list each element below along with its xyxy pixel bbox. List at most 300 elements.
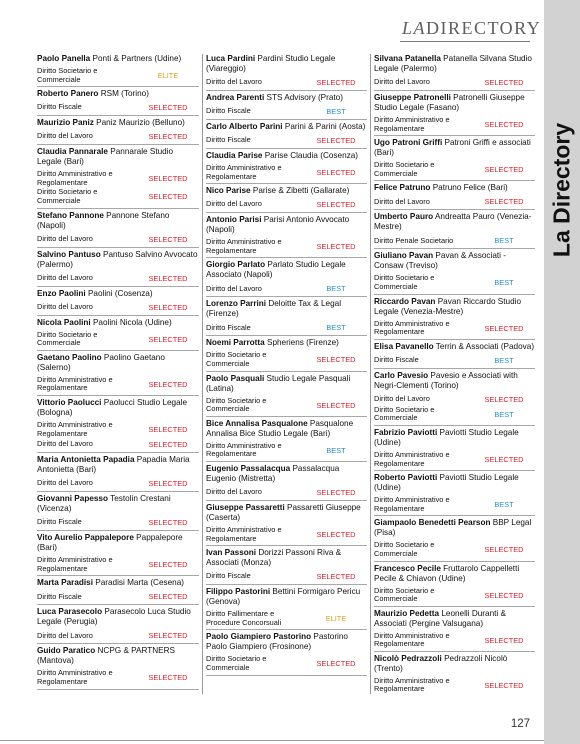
practice-area: Diritto Societario e Commerciale xyxy=(374,273,435,291)
entry-heading xyxy=(374,473,535,493)
practice-row xyxy=(374,406,535,423)
lawyer-name: Paolo Panella xyxy=(37,54,91,63)
directory-entry xyxy=(206,54,367,91)
directory-entry xyxy=(206,260,367,297)
directory-entry xyxy=(374,251,535,294)
practice-row xyxy=(206,77,367,88)
directory-entry xyxy=(37,455,199,492)
firm-name: Pannarale Studio Legale (Bari) xyxy=(37,147,174,167)
firm-name: Pasqualone Annalisa Bice Studio Legale (Bari) xyxy=(206,418,354,438)
practice-row xyxy=(206,526,367,543)
lawyer-name: Salvino Pantuso xyxy=(37,249,101,259)
directory-entry xyxy=(374,564,535,607)
firm-name: BBP Legal (Pisa) xyxy=(374,518,532,538)
practice-row xyxy=(374,587,535,604)
directory-entry xyxy=(37,318,199,351)
entry-heading xyxy=(37,118,199,128)
practice-area: Diritto Amministrativo e Regolamentare xyxy=(37,419,113,438)
practice-row xyxy=(206,397,367,414)
entry-heading xyxy=(374,138,535,158)
practice-row xyxy=(206,106,367,117)
lawyer-name: Ivan Passoni xyxy=(206,548,257,558)
directory-entry xyxy=(37,607,199,644)
practice-area: Diritto Amministrativo e Regolamentare xyxy=(374,495,450,513)
practice-area: Diritto Societario e Commerciale xyxy=(374,540,435,558)
practice-row xyxy=(206,571,367,582)
lawyer-name: Paolo Giampiero Pastorino xyxy=(206,632,312,642)
firm-name: Patruno Felice (Bari) xyxy=(430,183,508,193)
lawyer-name: Riccardo Pavan xyxy=(374,296,436,306)
ranking-badge: SELECTED xyxy=(484,78,524,87)
ranking-badge: SELECTED xyxy=(148,518,188,528)
ranking-badge: BEST xyxy=(494,409,514,419)
practice-area: Diritto Fiscale xyxy=(206,135,251,145)
directory-entry xyxy=(37,147,199,208)
ranking-badge: SELECTED xyxy=(148,334,188,344)
directory-entry xyxy=(206,632,367,675)
directory-entry xyxy=(37,353,199,396)
ranking-badge: SELECTED xyxy=(316,242,356,252)
ranking-badge: SELECTED xyxy=(484,120,524,130)
firm-name: Pavesio e Associati with Negri-Clementi (Torino) xyxy=(374,370,518,390)
directory-entry xyxy=(374,183,535,210)
entry-heading xyxy=(206,260,367,280)
lawyer-name: Carlo Alberto Parini xyxy=(206,122,283,131)
practice-row xyxy=(37,556,199,573)
ranking-badge: SELECTED xyxy=(484,455,524,465)
firm-name: Paolini (Cosenza) xyxy=(85,288,153,298)
entry-heading xyxy=(374,371,535,391)
lawyer-name: Maria Antonietta Papadia xyxy=(37,455,135,465)
firm-name: Parise & Zibetti (Gallarate) xyxy=(250,186,350,196)
directory-entry xyxy=(374,473,535,516)
practice-area: Diritto Fiscale xyxy=(37,591,82,601)
practice-area: Diritto Penale Societario xyxy=(374,235,454,245)
lawyer-name: Marta Paradisi xyxy=(37,578,93,588)
firm-name: Leonelli Duranti & Associati (Pergine Valsugana) xyxy=(374,608,506,628)
practice-area: Diritto del Lavoro xyxy=(206,77,262,87)
practice-area: Diritto Amministrativo e Regolamentare xyxy=(37,169,113,187)
practice-row xyxy=(374,116,535,133)
practice-area: Diritto Amministrativo e Regolamentare xyxy=(374,675,450,694)
practice-area: Diritto del Lavoro xyxy=(37,630,93,640)
section-side-tab-label: La Directory xyxy=(548,122,575,258)
directory-entry xyxy=(37,646,199,689)
lawyer-name: Stefano Pannone xyxy=(37,210,104,220)
lawyer-name: Claudia Parise xyxy=(206,151,263,160)
practice-row xyxy=(37,517,199,528)
practice-area: Diritto del Lavoro xyxy=(374,196,430,206)
directory-column-3 xyxy=(370,54,538,694)
practice-row xyxy=(206,655,367,672)
firm-name: Andreatta Pauro (Venezia-Mestre) xyxy=(374,212,532,232)
firm-name: Fruttarolo Cappelletti Pecile & Chiavon (Udine) xyxy=(374,563,520,583)
firm-name: Paradisi Marta (Cesena) xyxy=(92,578,184,588)
practice-area: Diritto Amministrativo e Regolamentare xyxy=(37,668,113,686)
directory-entry xyxy=(37,211,199,248)
practice-area: Diritto Societario e Commerciale xyxy=(37,66,98,84)
ranking-badge: SELECTED xyxy=(148,673,188,683)
lawyer-name: Francesco Pecile xyxy=(374,563,441,573)
firm-name: Parlato Studio Legale Associato (Napoli) xyxy=(206,260,346,280)
directory-entry xyxy=(374,371,535,426)
practice-area: Diritto Amministrativo e Regolamentare xyxy=(206,440,282,459)
firm-name: Paolini Nicola (Udine) xyxy=(90,317,172,327)
directory-entry xyxy=(206,587,367,630)
ranking-badge: SELECTED xyxy=(148,379,188,389)
practice-row xyxy=(37,591,199,602)
entry-heading xyxy=(37,54,199,64)
ranking-badge: SELECTED xyxy=(484,590,524,600)
practice-row xyxy=(206,487,367,498)
entry-heading xyxy=(37,398,199,418)
entry-heading xyxy=(206,215,367,235)
directory-columns xyxy=(34,54,538,694)
practice-row xyxy=(37,478,199,489)
practice-row xyxy=(374,274,535,291)
entry-heading xyxy=(37,147,199,167)
practice-area: Diritto del Lavoro xyxy=(37,233,93,243)
firm-name: Studio Legale Pasquali (Latina) xyxy=(206,373,351,393)
entry-heading xyxy=(206,632,367,652)
practice-row xyxy=(374,451,535,468)
lawyer-name: Ugo Patroni Griffi xyxy=(374,138,443,148)
practice-area: Diritto Amministrativo e Regolamentare xyxy=(374,630,450,649)
practice-area: Diritto Amministrativo e Regolamentare xyxy=(374,449,450,468)
lawyer-name: Giuseppe Patronelli xyxy=(374,93,451,102)
directory-entry xyxy=(374,609,535,652)
entry-heading xyxy=(37,578,199,588)
ranking-badge: SELECTED xyxy=(316,659,356,669)
ranking-badge: SELECTED xyxy=(148,479,188,489)
directory-entry xyxy=(37,533,199,576)
ranking-badge: ELITE xyxy=(157,71,179,81)
ranking-badge: SELECTED xyxy=(316,355,356,365)
ranking-badge: SELECTED xyxy=(148,273,188,283)
firm-name: Pavan & Associati - Consaw (Treviso) xyxy=(374,251,506,271)
directory-entry xyxy=(206,338,367,371)
entry-heading xyxy=(37,250,199,270)
section-side-tab xyxy=(544,0,580,744)
ranking-badge: SELECTED xyxy=(148,103,188,113)
lawyer-name: Eugenio Passalacqua xyxy=(206,463,291,473)
ranking-badge: SELECTED xyxy=(484,680,524,690)
lawyer-name: Paolo Pasquali xyxy=(206,373,265,383)
firm-name: Pannone Stefano (Napoli) xyxy=(37,210,170,230)
practice-area: Diritto Fiscale xyxy=(206,322,251,332)
practice-row xyxy=(374,320,535,337)
entry-heading xyxy=(374,654,535,674)
masthead xyxy=(400,14,542,40)
masthead-prefix: LA xyxy=(402,18,427,38)
lawyer-name: Antonio Parisi xyxy=(206,215,262,225)
lawyer-name: Maurizio Paniz xyxy=(37,118,94,128)
entry-heading xyxy=(206,299,367,319)
lawyer-name: Giuseppe Passaretti xyxy=(206,502,285,512)
practice-row xyxy=(206,199,367,210)
practice-area: Diritto Societario e Commerciale xyxy=(37,187,98,205)
lawyer-name: Roberto Paviotti xyxy=(374,473,438,483)
ranking-badge: SELECTED xyxy=(148,592,188,602)
practice-area: Diritto Fallimentare e Procedure Concorsuali xyxy=(206,609,282,627)
entry-heading xyxy=(374,93,535,113)
practice-area: Diritto Societario e Commerciale xyxy=(206,350,267,368)
lawyer-name: Vittorio Paolucci xyxy=(37,397,102,407)
entry-heading xyxy=(206,548,367,568)
lawyer-name: Giuliano Pavan xyxy=(374,251,434,261)
entry-heading xyxy=(37,646,199,666)
ranking-badge: BEST xyxy=(326,445,346,455)
lawyer-name: Fabrizio Paviotti xyxy=(374,427,438,437)
ranking-badge: SELECTED xyxy=(148,631,188,641)
firm-name: Parasecolo Luca Studio Legale (Perugia) xyxy=(37,607,191,627)
entry-heading xyxy=(206,503,367,523)
ranking-badge: BEST xyxy=(494,500,514,510)
ranking-badge: SELECTED xyxy=(316,572,356,582)
lawyer-name: Noemi Parrotta xyxy=(206,338,265,348)
ranking-badge: SELECTED xyxy=(148,174,188,184)
firm-name: Patanella Silvana Studio Legale (Palermo) xyxy=(374,54,532,73)
directory-entry xyxy=(206,151,367,184)
entry-heading xyxy=(374,342,535,352)
firm-name: Spheriens (Firenze) xyxy=(264,338,339,348)
directory-entry xyxy=(206,548,367,585)
firm-name: Bettini Formigaro Pericu (Genova) xyxy=(206,587,361,607)
entry-heading xyxy=(374,54,535,74)
practice-row xyxy=(374,235,535,246)
practice-area: Diritto Fiscale xyxy=(206,106,251,116)
lawyer-name: Nicolò Pedrazzoli xyxy=(374,653,442,663)
directory-entry xyxy=(374,93,535,136)
entry-heading xyxy=(206,587,367,607)
entry-heading xyxy=(374,518,535,538)
entry-heading xyxy=(374,297,535,317)
practice-row xyxy=(206,238,367,255)
practice-area: Diritto Fiscale xyxy=(206,571,251,581)
lawyer-name: Silvana Patanella xyxy=(374,54,441,63)
lawyer-name: Gaetano Paolino xyxy=(37,352,102,362)
lawyer-name: Giorgio Parlato xyxy=(206,260,266,270)
firm-name: Terrin & Associati (Padova) xyxy=(433,341,535,351)
firm-name: Testolin Crestani (Vicenza) xyxy=(37,494,171,514)
ranking-badge: SELECTED xyxy=(148,302,188,312)
firm-name: Dorizzi Passoni Riva & Associati (Monza) xyxy=(206,548,342,568)
ranking-badge: SELECTED xyxy=(484,165,524,175)
firm-name: Ponti & Partners (Udine) xyxy=(90,54,182,63)
practice-row xyxy=(206,283,367,294)
entry-heading xyxy=(206,464,367,484)
entry-heading xyxy=(37,455,199,475)
lawyer-name: Vito Aurelio Pappalepore xyxy=(37,533,134,543)
entry-heading xyxy=(374,428,535,448)
lawyer-name: Nico Parise xyxy=(206,186,251,196)
directory-entry xyxy=(37,250,199,287)
practice-row xyxy=(37,170,199,187)
entry-heading xyxy=(374,564,535,584)
entry-heading xyxy=(374,212,535,232)
masthead-rule xyxy=(400,41,530,42)
practice-area: Diritto Amministrativo e Regolamentare xyxy=(206,524,282,543)
practice-area: Diritto Amministrativo e Regolamentare xyxy=(374,115,450,133)
ranking-badge: SELECTED xyxy=(148,440,188,450)
directory-entry xyxy=(374,138,535,181)
firm-name: Papadia Maria Antonietta (Bari) xyxy=(37,455,190,475)
directory-entry xyxy=(206,215,367,258)
directory-entry xyxy=(206,464,367,501)
firm-name: Parisi Antonio Avvocato (Napoli) xyxy=(206,215,350,235)
ranking-badge: SELECTED xyxy=(148,425,188,435)
firm-name: Patroni Griffi e associati (Bari) xyxy=(374,138,531,158)
directory-entry xyxy=(374,212,535,249)
practice-area: Diritto del Lavoro xyxy=(37,439,93,449)
practice-row xyxy=(374,355,535,366)
practice-row xyxy=(374,77,535,88)
practice-row xyxy=(37,188,199,205)
directory-entry xyxy=(37,54,199,87)
firm-name: Passaretti Giuseppe (Caserta) xyxy=(206,502,361,522)
directory-entry xyxy=(37,494,199,531)
practice-area: Diritto del Lavoro xyxy=(374,393,430,403)
directory-entry xyxy=(206,186,367,213)
practice-row xyxy=(206,610,367,627)
firm-name: Pavan Riccardo Studio Legale (Venezia-Mestre) xyxy=(374,296,521,316)
page-number: 127 xyxy=(510,718,530,730)
directory-entry xyxy=(206,503,367,546)
entry-heading xyxy=(206,122,367,132)
ranking-badge: SELECTED xyxy=(316,487,356,497)
ranking-badge: SELECTED xyxy=(316,78,356,87)
entry-heading xyxy=(37,89,199,99)
firm-name: Paolino Gaetano (Salerno) xyxy=(37,352,165,372)
entry-heading xyxy=(206,374,367,394)
lawyer-name: Felice Patruno xyxy=(374,183,431,193)
practice-row xyxy=(206,164,367,181)
practice-area: Diritto Societario e Commerciale xyxy=(206,654,267,672)
lawyer-name: Luca Pardini xyxy=(206,54,256,63)
ranking-badge: SELECTED xyxy=(484,545,524,555)
ranking-badge: SELECTED xyxy=(316,136,356,145)
practice-row xyxy=(37,67,199,84)
directory-entry xyxy=(37,578,199,605)
ranking-badge: SELECTED xyxy=(148,132,188,142)
firm-name: RSM (Torino) xyxy=(98,89,149,99)
practice-area: Diritto del Lavoro xyxy=(37,272,93,282)
ranking-badge: SELECTED xyxy=(148,192,188,202)
ranking-badge: SELECTED xyxy=(148,234,188,244)
ranking-badge: BEST xyxy=(326,107,346,116)
practice-area: Diritto Amministrativo e Regolamentare xyxy=(374,318,450,337)
lawyer-name: Carlo Pavesio xyxy=(374,370,429,380)
practice-row xyxy=(37,273,199,284)
practice-area: Diritto Amministrativo e Regolamentare xyxy=(37,555,113,573)
practice-area: Diritto del Lavoro xyxy=(37,301,93,311)
directory-column-1 xyxy=(34,54,202,694)
practice-row xyxy=(374,632,535,649)
practice-row xyxy=(37,669,199,686)
practice-row xyxy=(37,234,199,245)
entry-heading xyxy=(206,54,367,74)
directory-entry xyxy=(206,93,367,120)
firm-name: Pardini Studio Legale (Viareggio) xyxy=(206,54,336,73)
lawyer-name: Umberto Pauro xyxy=(374,212,434,222)
practice-row xyxy=(374,161,535,178)
lawyer-name: Claudia Pannarale xyxy=(37,147,108,157)
practice-area: Diritto Societario e Commerciale xyxy=(206,395,267,414)
directory-entry xyxy=(374,654,535,694)
ranking-badge: SELECTED xyxy=(484,635,524,645)
bottom-rule xyxy=(0,740,544,741)
practice-row xyxy=(37,102,199,113)
directory-entry xyxy=(37,89,199,116)
directory-entry xyxy=(37,118,199,145)
firm-name: Paniz Maurizio (Belluno) xyxy=(93,118,185,128)
ranking-badge: SELECTED xyxy=(484,394,524,404)
practice-row xyxy=(374,394,535,405)
lawyer-name: Guido Paratico xyxy=(37,646,96,656)
entry-heading xyxy=(374,183,535,193)
lawyer-name: Bice Annalisa Pasqualone xyxy=(206,418,308,428)
lawyer-name: Enzo Paolini xyxy=(37,288,86,298)
directory-entry xyxy=(374,297,535,340)
firm-name: Pedrazzoli Nicolò (Trento) xyxy=(374,653,508,673)
practice-row xyxy=(37,376,199,393)
entry-heading xyxy=(37,494,199,514)
practice-row xyxy=(374,196,535,207)
lawyer-name: Maurizio Pedetta xyxy=(374,608,440,618)
practice-area: Diritto Fiscale xyxy=(374,354,419,364)
practice-area: Diritto del Lavoro xyxy=(206,199,262,209)
lawyer-name: Elisa Pavanello xyxy=(374,341,434,351)
firm-name: Deloitte Tax & Legal (Firenze) xyxy=(206,299,342,319)
entry-heading xyxy=(37,607,199,627)
lawyer-name: Andrea Parenti xyxy=(206,93,265,102)
lawyer-name: Giampaolo Benedetti Pearson xyxy=(374,518,491,528)
directory-entry xyxy=(37,289,199,316)
lawyer-name: Nicola Paolini xyxy=(37,317,91,327)
firm-name: STS Advisory (Prato) xyxy=(264,93,343,102)
practice-area: Diritto Amministrativo e Regolamentare xyxy=(37,374,113,393)
practice-area: Diritto Societario e Commerciale xyxy=(374,404,435,423)
practice-row xyxy=(206,442,367,459)
practice-row xyxy=(374,677,535,694)
directory-entry xyxy=(206,419,367,462)
firm-name: Pantuso Salvino Avvocato (Palermo) xyxy=(37,249,198,269)
directory-entry xyxy=(374,428,535,471)
entry-heading xyxy=(37,211,199,231)
directory-entry xyxy=(206,122,367,149)
lawyer-name: Lorenzo Parrini xyxy=(206,299,267,309)
firm-name: NCPG & PARTNERS (Mantova) xyxy=(37,646,176,666)
practice-row xyxy=(374,541,535,558)
practice-row xyxy=(206,135,367,146)
practice-area: Diritto Societario e Commerciale xyxy=(37,329,98,348)
entry-heading xyxy=(374,609,535,629)
ranking-badge: BEST xyxy=(326,284,346,294)
lawyer-name: Filippo Pastorini xyxy=(206,587,271,597)
ranking-badge: ELITE xyxy=(325,614,347,624)
entry-heading xyxy=(206,419,367,439)
practice-area: Diritto del Lavoro xyxy=(37,131,93,141)
ranking-badge: SELECTED xyxy=(316,530,356,540)
firm-name: Pastorino Paolo Giampiero (Frosinone) xyxy=(206,632,348,652)
ranking-badge: SELECTED xyxy=(148,560,188,570)
entry-heading xyxy=(206,186,367,196)
firm-name: Parise Claudia (Cosenza) xyxy=(262,151,359,160)
directory-entry xyxy=(374,54,535,91)
practice-row xyxy=(206,351,367,368)
firm-name: Paviotti Studio Legale (Udine) xyxy=(374,427,519,447)
practice-area: Diritto del Lavoro xyxy=(206,283,262,293)
